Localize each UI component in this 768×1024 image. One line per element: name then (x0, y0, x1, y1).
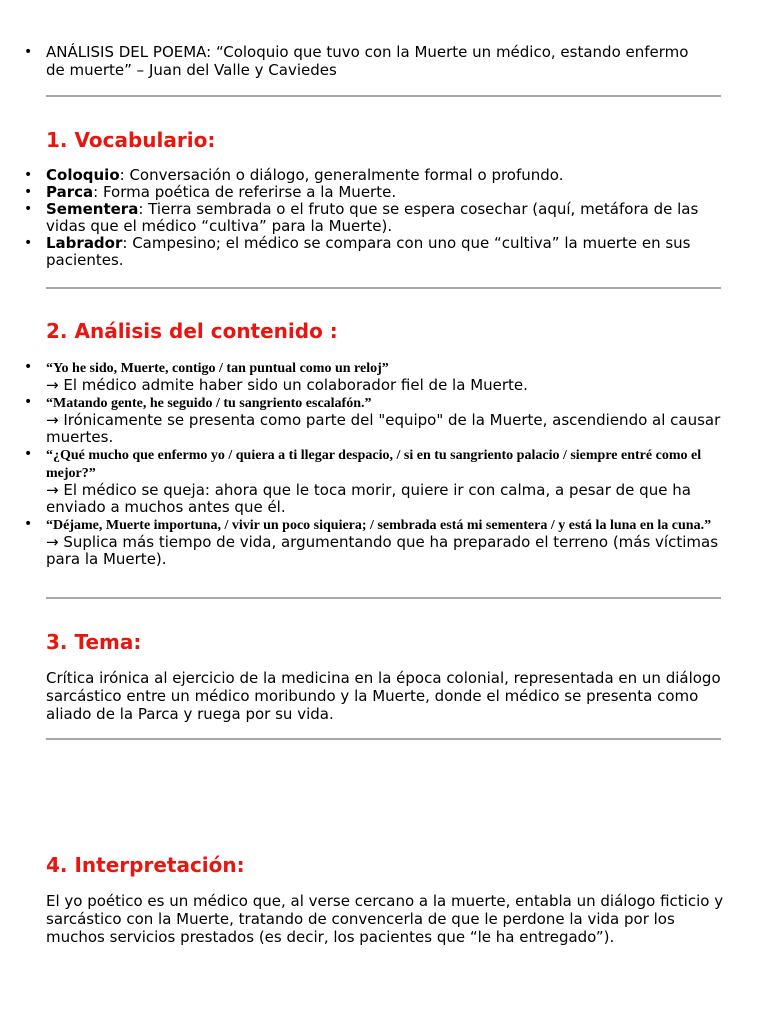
analysis-item (0, 446, 740, 516)
poem-quote: “¿Qué mucho que enfermo yo / quiera a ti llegar despacio, / si en tu sangriento palacio / siempre entré como el mejor?” (46, 448, 702, 481)
section-divider (46, 738, 721, 740)
content-analysis-list (0, 359, 740, 568)
interpretacion-paragraph: El yo poético es un médico que, al verse cercano a la muerte, entabla un diálogo ficticio y sarcástico con la Muerte, tratando de convencerla de que le perdone la vida por los muchos servicios prestados (es decir, los pacientes que “le ha entregado”). (46, 892, 724, 946)
poem-quote: “Matando gente, he seguido / tu sangriento escalafón.” (46, 396, 372, 411)
analysis-item (0, 359, 740, 394)
analysis-text: → El médico se queja: ahora que le toca morir, quiere ir con calma, a pesar de que ha enviado a muchos antes que él. (46, 481, 691, 516)
analysis-item (0, 394, 740, 446)
vocabulary-item: • Labrador: Campesino; el médico se compara con uno que “cultiva” la muerte en sus pacientes. (0, 235, 740, 269)
vocabulary-item: • Sementera: Tierra sembrada o el fruto que se espera cosechar (aquí, metáfora de las vidas que el médico “cultiva” para la Muerte). (0, 201, 740, 235)
tema-paragraph: Crítica irónica al ejercicio de la medicina en la época colonial, representada en un diálogo sarcástico entre un médico moribundo y la Muerte, donde el médico se presenta como aliado de la Parca y ruega por su vida. (46, 669, 721, 723)
vocabulary-item: • Coloquio: Conversación o diálogo, generalmente formal o profundo. (0, 167, 740, 184)
section-divider (46, 287, 721, 289)
heading-tema: 3. Tema: (46, 630, 142, 654)
section-divider (46, 95, 721, 97)
heading-contenido: 2. Análisis del contenido : (46, 319, 338, 343)
document-title: • ANÁLISIS DEL POEMA: “Coloquio que tuvo con la Muerte un médico, estando enfermo de muerte” – Juan del Valle y Caviedes (0, 43, 690, 79)
analysis-text: → El médico admite haber sido un colaborador fiel de la Muerte. (46, 376, 528, 394)
section-divider (46, 597, 721, 599)
poem-quote: “Déjame, Muerte importuna, / vivir un poco siquiera; / sembrada está mi sementera / y está la luna en la cuna.” (46, 518, 712, 533)
vocabulary-item: • Parca: Forma poética de referirse a la Muerte. (0, 184, 740, 201)
analysis-text: → Irónicamente se presenta como parte del "equipo" de la Muerte, ascendiendo al causar muertes. (46, 411, 721, 446)
analysis-text: → Suplica más tiempo de vida, argumentando que ha preparado el terreno (más víctimas para la Muerte). (46, 533, 719, 568)
heading-interpretacion: 4. Interpretación: (46, 853, 245, 877)
vocabulary-list (0, 167, 740, 269)
document-title-list (46, 43, 736, 79)
poem-quote: “Yo he sido, Muerte, contigo / tan puntual como un reloj” (46, 361, 389, 376)
analysis-item (0, 516, 740, 568)
heading-vocabulario: 1. Vocabulario: (46, 128, 216, 152)
